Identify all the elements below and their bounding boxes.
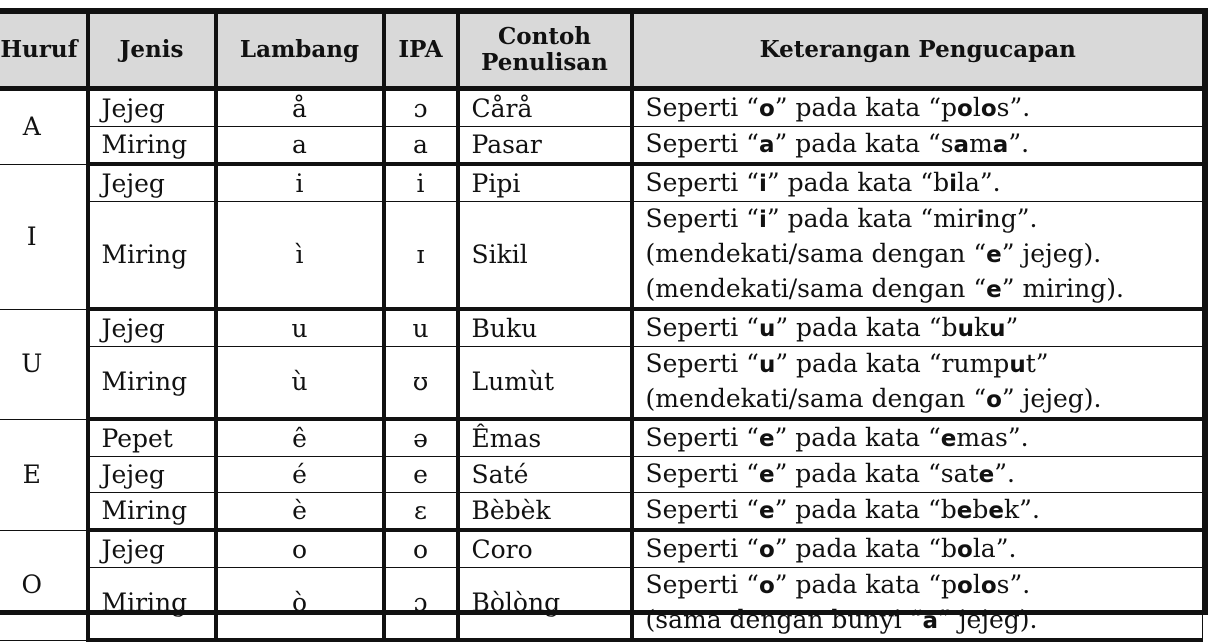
- keterangan-text: Seperti “: [645, 168, 759, 197]
- table-row: [0, 419, 1203, 457]
- highlighted-letter: i: [949, 171, 957, 197]
- lambang-cell: o: [216, 530, 384, 568]
- highlighted-letter: a: [758, 132, 775, 158]
- highlighted-letter: i: [976, 207, 985, 233]
- contoh-cell: Saté: [458, 457, 632, 493]
- keterangan-cell: [632, 347, 1203, 420]
- highlighted-letter: e: [758, 462, 775, 488]
- highlighted-letter: o: [957, 537, 973, 563]
- highlighted-letter: o: [758, 573, 775, 599]
- keterangan-line: [646, 347, 1199, 382]
- keterangan-text: Seperti “: [645, 495, 759, 524]
- keterangan-text: mas”.: [956, 423, 1029, 452]
- table-row: [0, 202, 1203, 310]
- highlighted-letter: a: [953, 132, 970, 158]
- ipa-cell: ɔ: [384, 89, 458, 127]
- table-row: [0, 568, 1203, 641]
- table-row: [0, 530, 1203, 568]
- keterangan-text: ” pada kata “p: [774, 570, 957, 599]
- keterangan-line: [646, 237, 1199, 272]
- highlighted-letter: i: [758, 171, 767, 197]
- keterangan-line: [646, 202, 1199, 237]
- lambang-cell: i: [216, 164, 384, 202]
- lambang-cell: è: [216, 493, 384, 531]
- huruf-cell: A: [0, 89, 88, 165]
- highlighted-letter: e: [986, 277, 1002, 303]
- keterangan-line: [646, 493, 1199, 528]
- contoh-cell: Sikil: [458, 202, 632, 310]
- keterangan-text: Seperti “: [645, 349, 759, 378]
- keterangan-cell: [632, 164, 1203, 202]
- ipa-cell: ɪ: [384, 202, 458, 310]
- lambang-cell: ê: [216, 419, 384, 457]
- keterangan-text: Seperti “: [645, 313, 759, 342]
- highlighted-letter: o: [957, 573, 973, 599]
- keterangan-text: ” pada kata “b: [774, 534, 957, 563]
- vowel-pronunciation-table: [0, 13, 1203, 642]
- highlighted-letter: a: [922, 608, 938, 634]
- keterangan-text: ” miring).: [1001, 274, 1124, 303]
- keterangan-text: t”: [1025, 349, 1049, 378]
- highlighted-letter: e: [758, 426, 775, 452]
- keterangan-text: ” pada kata “rump: [775, 349, 1010, 378]
- highlighted-letter: o: [980, 573, 997, 599]
- table-row: [0, 164, 1203, 202]
- ipa-cell: ɔ: [384, 568, 458, 641]
- jenis-cell: Jejeg: [88, 457, 216, 493]
- keterangan-text: Seperti “: [645, 459, 759, 488]
- keterangan-text: (mendekati/sama dengan “: [645, 384, 987, 413]
- highlighted-letter: e: [940, 426, 957, 452]
- lambang-cell: ù: [216, 347, 384, 420]
- contoh-cell: Bèbèk: [458, 493, 632, 531]
- highlighted-letter: a: [992, 132, 1009, 158]
- keterangan-text: ” pada kata “sat: [774, 459, 979, 488]
- header-ipa: IPA: [384, 14, 458, 89]
- keterangan-cell: [632, 89, 1203, 127]
- keterangan-text: Seperti “: [645, 129, 759, 158]
- highlighted-letter: o: [758, 96, 775, 122]
- keterangan-text: Seperti “: [645, 534, 759, 563]
- keterangan-text: ”: [1005, 313, 1019, 342]
- jenis-cell: Jejeg: [88, 309, 216, 347]
- keterangan-line: [646, 272, 1199, 307]
- keterangan-cell: [632, 127, 1203, 165]
- lambang-cell: u: [216, 309, 384, 347]
- highlighted-letter: u: [957, 316, 974, 342]
- highlighted-letter: u: [758, 316, 776, 342]
- ipa-cell: u: [384, 309, 458, 347]
- keterangan-cell: [632, 568, 1203, 641]
- keterangan-text: s”.: [996, 93, 1031, 122]
- contoh-cell: Lumùt: [458, 347, 632, 420]
- keterangan-line: [646, 127, 1199, 162]
- lambang-cell: ò: [216, 568, 384, 641]
- keterangan-text: ” jejeg).: [1001, 384, 1102, 413]
- highlighted-letter: e: [956, 498, 973, 524]
- keterangan-line: [646, 532, 1199, 567]
- contoh-cell: Êmas: [458, 419, 632, 457]
- keterangan-line: [646, 457, 1199, 492]
- keterangan-text: Seperti “: [645, 423, 759, 452]
- keterangan-cell: [632, 457, 1203, 493]
- keterangan-line: [646, 603, 1199, 638]
- keterangan-text: (mendekati/sama dengan “: [645, 274, 987, 303]
- keterangan-text: (mendekati/sama dengan “: [645, 239, 987, 268]
- highlighted-letter: e: [986, 242, 1002, 268]
- keterangan-text: s”.: [996, 570, 1031, 599]
- keterangan-text: ng”.: [984, 204, 1038, 233]
- header-keterangan-pengucapan: Keterangan Pengucapan: [632, 14, 1203, 89]
- jenis-cell: Miring: [88, 127, 216, 165]
- keterangan-text: ” pada kata “p: [774, 93, 957, 122]
- header-lambang: Lambang: [216, 14, 384, 89]
- contoh-cell: Bòlòng: [458, 568, 632, 641]
- contoh-cell: Coro: [458, 530, 632, 568]
- keterangan-text: ” jejeg).: [1001, 239, 1102, 268]
- contoh-cell: Pipi: [458, 164, 632, 202]
- table-body: [0, 89, 1203, 641]
- highlighted-letter: o: [957, 96, 973, 122]
- jenis-cell: Miring: [88, 568, 216, 641]
- keterangan-line: [646, 311, 1199, 346]
- keterangan-cell: [632, 493, 1203, 531]
- header-huruf: Huruf: [0, 14, 88, 89]
- keterangan-text: (sama dengan bunyi “: [645, 605, 923, 634]
- keterangan-text: ” jejeg).: [937, 605, 1038, 634]
- jenis-cell: Jejeg: [88, 164, 216, 202]
- highlighted-letter: u: [1009, 352, 1026, 378]
- ipa-cell: e: [384, 457, 458, 493]
- keterangan-text: ” pada kata “: [774, 423, 941, 452]
- ipa-cell: o: [384, 530, 458, 568]
- highlighted-letter: e: [758, 498, 775, 524]
- highlighted-letter: o: [986, 387, 1002, 413]
- highlighted-letter: e: [978, 462, 995, 488]
- keterangan-cell: [632, 309, 1203, 347]
- table-row: [0, 127, 1203, 165]
- header-jenis: Jenis: [88, 14, 216, 89]
- ipa-cell: i: [384, 164, 458, 202]
- contoh-cell: Buku: [458, 309, 632, 347]
- keterangan-line: [646, 568, 1199, 603]
- highlighted-letter: i: [758, 207, 767, 233]
- keterangan-text: la”.: [972, 534, 1017, 563]
- pronunciation-table-frame: [0, 8, 1208, 634]
- keterangan-text: ” pada kata “b: [774, 495, 957, 524]
- contoh-cell: Cårå: [458, 89, 632, 127]
- ipa-cell: ʊ: [384, 347, 458, 420]
- keterangan-text: Seperti “: [645, 93, 759, 122]
- huruf-cell: E: [0, 419, 88, 530]
- keterangan-text: ”.: [994, 459, 1015, 488]
- highlighted-letter: o: [758, 537, 775, 563]
- jenis-cell: Miring: [88, 202, 216, 310]
- keterangan-line: [646, 421, 1199, 456]
- lambang-cell: a: [216, 127, 384, 165]
- huruf-cell: I: [0, 164, 88, 309]
- highlighted-letter: e: [988, 498, 1005, 524]
- ipa-cell: a: [384, 127, 458, 165]
- keterangan-text: Seperti “: [645, 570, 759, 599]
- highlighted-letter: o: [980, 96, 997, 122]
- keterangan-cell: [632, 202, 1203, 310]
- keterangan-line: [646, 382, 1199, 417]
- jenis-cell: Jejeg: [88, 89, 216, 127]
- table-row: [0, 493, 1203, 531]
- contoh-cell: Pasar: [458, 127, 632, 165]
- highlighted-letter: u: [758, 352, 776, 378]
- keterangan-text: ” pada kata “b: [775, 313, 958, 342]
- keterangan-text: m: [969, 129, 993, 158]
- keterangan-cell: [632, 419, 1203, 457]
- table-row: [0, 457, 1203, 493]
- keterangan-cell: [632, 530, 1203, 568]
- keterangan-line: [646, 91, 1199, 126]
- keterangan-text: ”.: [1008, 129, 1030, 158]
- keterangan-text: k”.: [1004, 495, 1040, 524]
- huruf-cell: O: [0, 530, 88, 640]
- table-header-row: [0, 14, 1203, 89]
- lambang-cell: é: [216, 457, 384, 493]
- keterangan-text: ” pada kata “s: [774, 129, 954, 158]
- jenis-cell: Miring: [88, 347, 216, 420]
- keterangan-text: la”.: [956, 168, 1001, 197]
- keterangan-text: ” pada kata “mir: [766, 204, 977, 233]
- ipa-cell: ɛ: [384, 493, 458, 531]
- highlighted-letter: u: [989, 316, 1006, 342]
- jenis-cell: Jejeg: [88, 530, 216, 568]
- table-row: [0, 347, 1203, 420]
- header-contoh-penulisan: Contoh Penulisan: [458, 14, 632, 89]
- keterangan-text: Seperti “: [645, 204, 759, 233]
- keterangan-text: b: [972, 495, 989, 524]
- table-row: [0, 89, 1203, 127]
- keterangan-text: l: [972, 93, 981, 122]
- keterangan-line: [646, 166, 1199, 201]
- keterangan-text: ” pada kata “b: [766, 168, 950, 197]
- huruf-cell: U: [0, 309, 88, 419]
- keterangan-text: k: [973, 313, 990, 342]
- table-row: [0, 309, 1203, 347]
- lambang-cell: å: [216, 89, 384, 127]
- jenis-cell: Miring: [88, 493, 216, 531]
- keterangan-text: l: [972, 570, 981, 599]
- jenis-cell: Pepet: [88, 419, 216, 457]
- lambang-cell: ì: [216, 202, 384, 310]
- ipa-cell: ə: [384, 419, 458, 457]
